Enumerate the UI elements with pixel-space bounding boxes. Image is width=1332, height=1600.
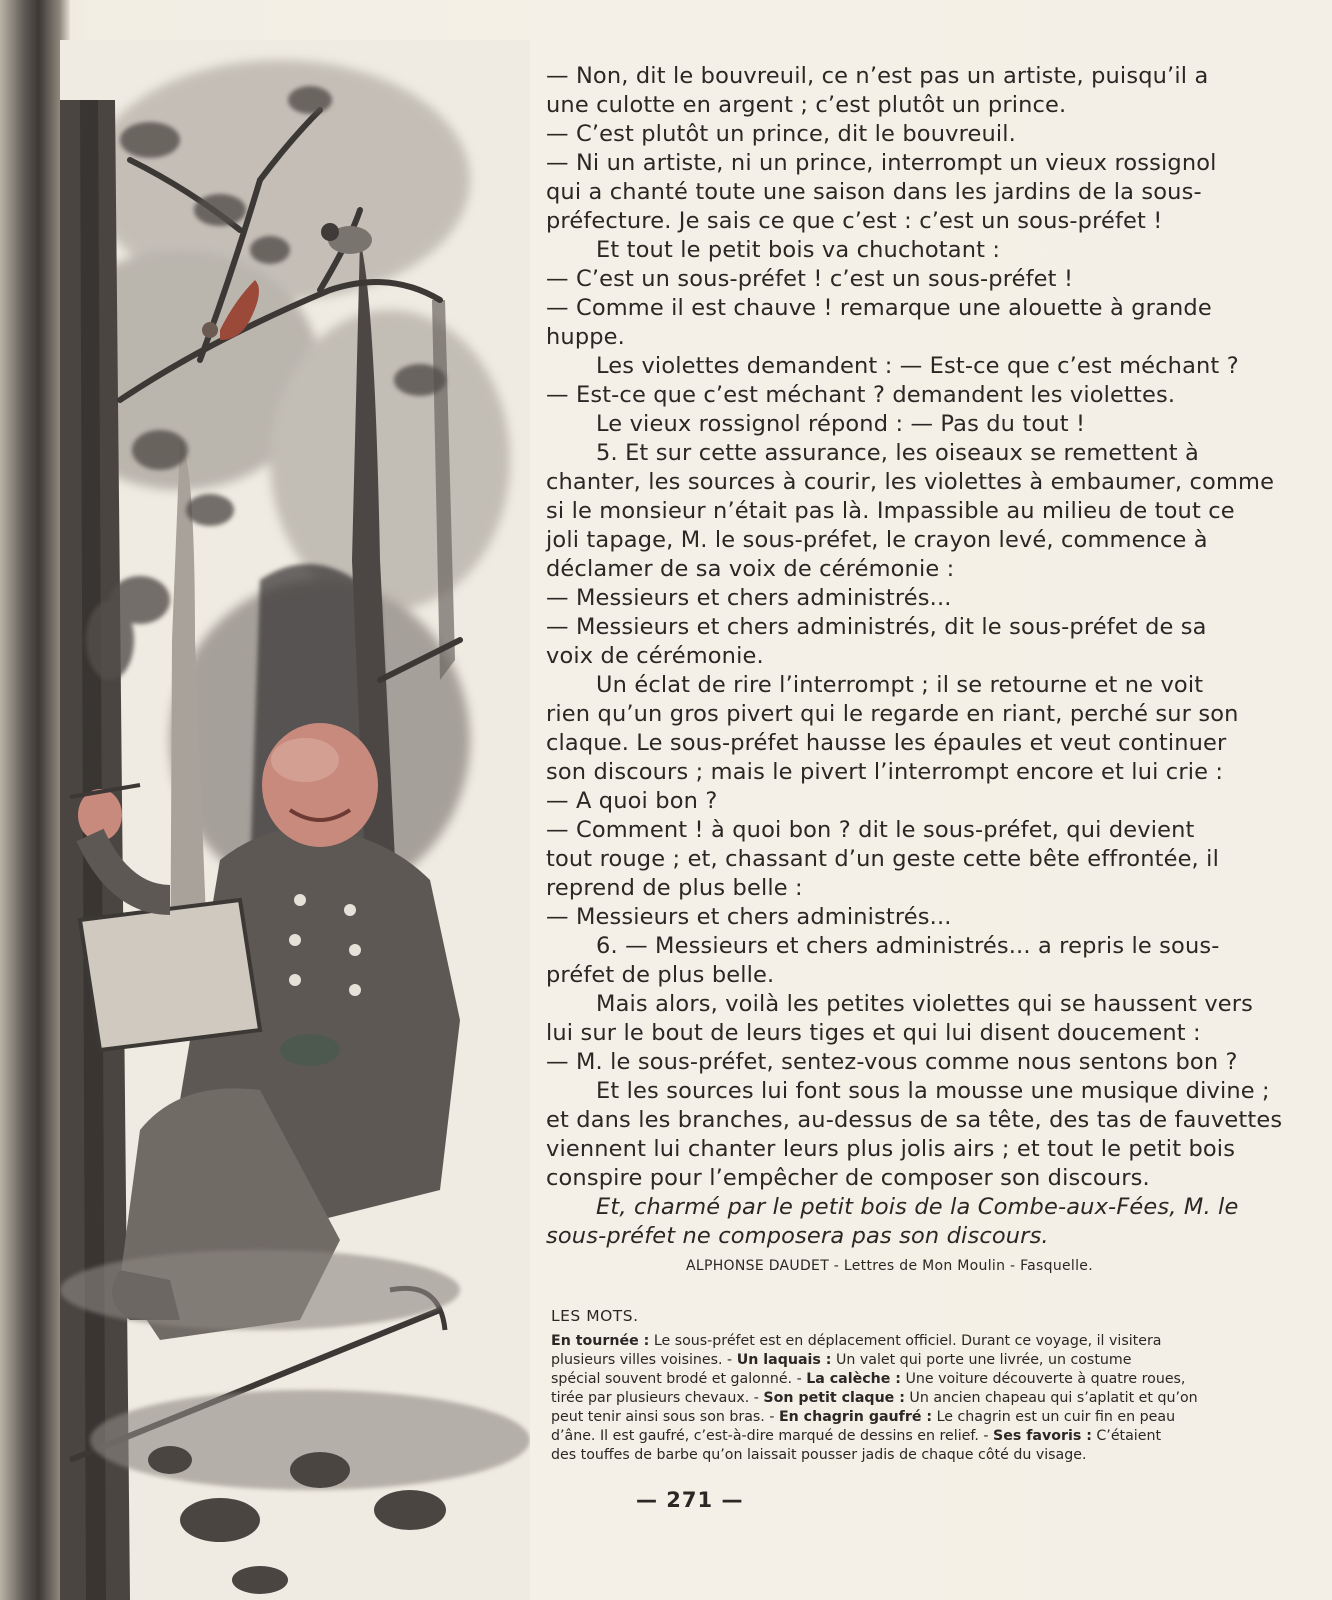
glossary-term: Un laquais : <box>736 1352 832 1368</box>
text-line: — C’est un sous-préfet ! c’est un sous-préfet ! <box>546 266 1074 292</box>
glossary-definition: d’âne. Il est gaufré, c’est-à-dire marqué de dessins en relief. - <box>551 1428 993 1444</box>
text-line: qui a chanté toute une saison dans les jardins de la sous- <box>546 179 1202 205</box>
glossary-definition: Un valet qui porte une livrée, un costume <box>831 1352 1132 1368</box>
glossary-definition: Le sous-préfet est en déplacement officiel. Durant ce voyage, il visitera <box>649 1333 1162 1349</box>
text-line: rien qu’un gros pivert qui le regarde en riant, perché sur son <box>546 701 1239 727</box>
text-line: Le vieux rossignol répond : — Pas du tout ! <box>596 411 1086 437</box>
text-line: tout rouge ; et, chassant d’un geste cette bête effrontée, il <box>546 846 1219 872</box>
page-number: — 271 — <box>636 1488 744 1512</box>
glossary-definition: Le chagrin est un cuir fin en peau <box>932 1409 1176 1425</box>
glossary-term: En chagrin gaufré : <box>778 1409 933 1425</box>
text-line: Et tout le petit bois va chuchotant : <box>596 237 1001 263</box>
text-line: — A quoi bon ? <box>546 788 718 814</box>
text-line: claque. Le sous-préfet hausse les épaules et veut continuer <box>546 730 1227 756</box>
glossary-term: Son petit claque : <box>763 1390 905 1406</box>
text-line: préfet de plus belle. <box>546 962 775 988</box>
glossary-definition: Une voiture découverte à quatre roues, <box>900 1371 1186 1387</box>
glossary-line <box>551 1370 1241 1389</box>
text-line: viennent lui chanter leurs plus jolis airs ; et tout le petit bois <box>546 1136 1236 1162</box>
text-line: — Comme il est chauve ! remarque une alouette à grande <box>546 295 1212 321</box>
text-line: déclamer de sa voix de cérémonie : <box>546 556 955 582</box>
story-text <box>546 62 1283 1277</box>
text-line: lui sur le bout de leurs tiges et qui lui disent doucement : <box>546 1020 1201 1046</box>
text-line: reprend de plus belle : <box>546 875 803 901</box>
text-line: Un éclat de rire l’interrompt ; il se retourne et ne voit <box>596 672 1204 698</box>
text-line: — Ni un artiste, ni un prince, interrompt un vieux rossignol <box>546 150 1217 176</box>
text-line: son discours ; mais le pivert l’interrompt encore et lui crie : <box>546 759 1224 785</box>
glossary-term: Ses favoris : <box>993 1428 1092 1444</box>
text-line: — Non, dit le bouvreuil, ce n’est pas un artiste, puisqu’il a <box>546 63 1209 89</box>
text-line: — Messieurs et chers administrés... <box>546 585 952 611</box>
text-line: Et, charmé par le petit bois de la Combe-aux-Fées, M. le <box>596 1194 1239 1220</box>
text-line: voix de cérémonie. <box>546 643 764 669</box>
text-line: conspire pour l’empêcher de composer son discours. <box>546 1165 1150 1191</box>
glossary-line <box>551 1389 1241 1408</box>
glossary-definition: spécial souvent brodé et galonné. - <box>551 1371 807 1387</box>
glossary-definition: des touffes de barbe qu’on laissait pousser jadis de chaque côté du visage. <box>551 1447 1087 1463</box>
text-line: — Est-ce que c’est méchant ? demandent les violettes. <box>546 382 1176 408</box>
glossary-definition: Un ancien chapeau qui s’aplatit et qu’on <box>904 1390 1198 1406</box>
glossary <box>551 1332 1241 1465</box>
glossary-term: En tournée : <box>551 1333 650 1349</box>
text-line: — Comment ! à quoi bon ? dit le sous-préfet, qui devient <box>546 817 1195 843</box>
glossary-title: LES MOTS. <box>551 1307 639 1325</box>
text-line: joli tapage, M. le sous-préfet, le crayon levé, commence à <box>546 527 1208 553</box>
text-line: huppe. <box>546 324 625 350</box>
glossary-definition: C’étaient <box>1091 1428 1162 1444</box>
glossary-line <box>551 1332 1241 1351</box>
illustration-sous-prefet-in-woods <box>60 40 530 1600</box>
text-line: 5. Et sur cette assurance, les oiseaux se remettent à <box>596 440 1199 466</box>
text-line: et dans les branches, au-dessus de sa tête, des tas de fauvettes <box>546 1107 1283 1133</box>
text-line: une culotte en argent ; c’est plutôt un prince. <box>546 92 1067 118</box>
text-line: — Messieurs et chers administrés... <box>546 904 952 930</box>
glossary-line <box>551 1427 1241 1446</box>
text-line: si le monsieur n’était pas là. Impassible au milieu de tout ce <box>546 498 1235 524</box>
text-line: Les violettes demandent : — Est-ce que c’est méchant ? <box>596 353 1239 379</box>
text-line: — Messieurs et chers administrés, dit le sous-préfet de sa <box>546 614 1207 640</box>
text-line: — M. le sous-préfet, sentez-vous comme nous sentons bon ? <box>546 1049 1238 1075</box>
text-line: chanter, les sources à courir, les violettes à embaumer, comme <box>546 469 1275 495</box>
glossary-line <box>551 1408 1241 1427</box>
glossary-definition: plusieurs villes voisines. - <box>551 1352 737 1368</box>
text-line: Mais alors, voilà les petites violettes qui se haussent vers <box>596 991 1254 1017</box>
glossary-line <box>551 1351 1241 1370</box>
text-line: — C’est plutôt un prince, dit le bouvreuil. <box>546 121 1016 147</box>
text-line: Et les sources lui font sous la mousse une musique divine ; <box>596 1078 1270 1104</box>
glossary-term: La calèche : <box>806 1371 901 1387</box>
glossary-definition: peut tenir ainsi sous son bras. - <box>551 1409 779 1425</box>
glossary-definition: tirée par plusieurs chevaux. - <box>551 1390 764 1406</box>
glossary-line <box>551 1446 1241 1465</box>
text-line: sous-préfet ne composera pas son discours. <box>546 1223 1049 1249</box>
text-line: 6. — Messieurs et chers administrés... a repris le sous- <box>596 933 1220 959</box>
source-credit: ALPHONSE DAUDET - Lettres de Mon Moulin - Fasquelle. <box>686 1258 1093 1274</box>
text-line: préfecture. Je sais ce que c’est : c’est un sous-préfet ! <box>546 208 1163 234</box>
